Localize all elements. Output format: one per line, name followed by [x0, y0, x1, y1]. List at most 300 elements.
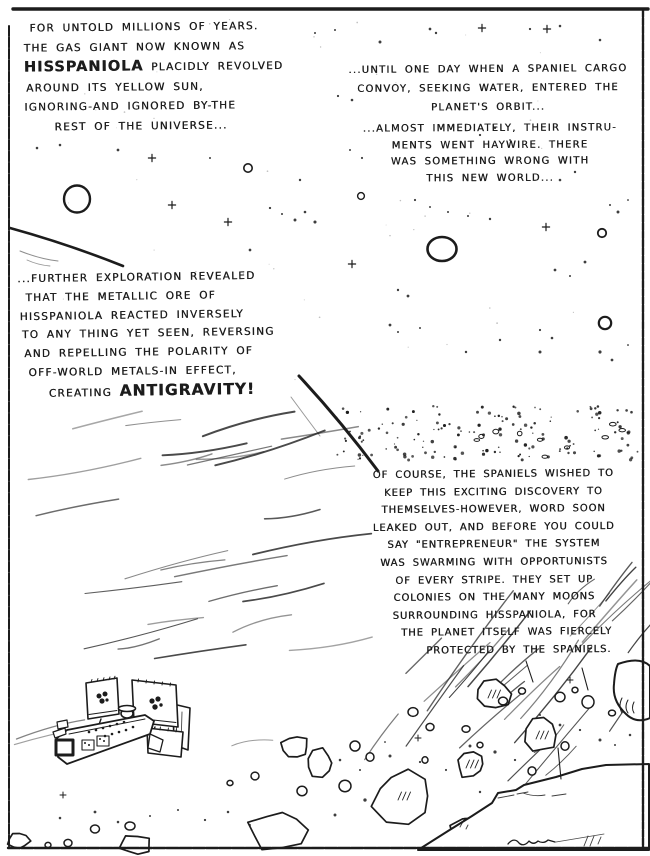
belt-speck: [360, 411, 361, 412]
emphasis-antigravity: ANTIGRAVITY!: [119, 379, 256, 400]
small-asteroid: [426, 723, 434, 730]
belt-speck: [358, 436, 361, 439]
star-dot: [539, 329, 541, 331]
belt-speck: [598, 429, 599, 430]
star-dot: [117, 149, 120, 152]
belt-speck: [477, 424, 480, 427]
cloud-streak: [265, 510, 320, 519]
small-asteroid: [519, 688, 526, 694]
circle-star: [64, 186, 90, 213]
belt-speck: [494, 451, 496, 453]
star-dot: [249, 249, 252, 252]
belt-speck: [417, 433, 419, 435]
belt-speck: [598, 454, 601, 457]
cross-star-icon: [543, 25, 550, 32]
belt-speck: [453, 457, 456, 460]
belt-speck: [411, 455, 414, 458]
small-asteroid: [251, 772, 259, 780]
belt-speck: [625, 409, 628, 412]
cloud-streak: [126, 420, 181, 426]
belt-speck: [457, 426, 460, 429]
belt-speck: [593, 451, 594, 452]
cloud-streak: [232, 740, 273, 746]
asteroid: [248, 813, 308, 850]
belt-pebble: [517, 431, 522, 436]
belt-speck: [431, 440, 434, 443]
belt-speck: [528, 447, 530, 449]
belt-speck: [397, 437, 399, 439]
star-dot: [465, 351, 467, 353]
belt-speck: [517, 412, 521, 416]
belt-speck: [405, 416, 408, 419]
cross-star-icon: [478, 24, 485, 31]
asteroid: [119, 836, 149, 854]
speck: [496, 322, 498, 324]
caption-line: ...ALMOST IMMEDIATELY, THEIR INSTRU-: [362, 122, 618, 135]
belt-speck: [394, 443, 395, 444]
belt-speck: [502, 420, 504, 422]
debris-dot: [334, 814, 337, 817]
caption-line: ...UNTIL ONE DAY WHEN A SPANIEL CARGO: [348, 63, 628, 76]
asteroid: [8, 834, 31, 849]
belt-speck: [529, 456, 530, 457]
caption-line: OF COURSE, THE SPANIELS WISHED TO: [372, 467, 614, 482]
belt-speck: [440, 427, 442, 429]
speck: [400, 200, 401, 201]
debris-dot: [359, 769, 361, 771]
belt-speck: [618, 425, 621, 428]
belt-speck: [349, 431, 351, 433]
belt-speck: [423, 441, 424, 442]
star-dot: [529, 28, 531, 30]
cloud-streak: [36, 499, 119, 516]
belt-speck: [590, 407, 593, 410]
caption-line: COLONIES ON THE MANY MOONS: [393, 591, 596, 605]
belt-speck: [385, 448, 387, 450]
caption-intro: [23, 16, 336, 137]
belt-speck: [336, 454, 338, 456]
circle-star: [244, 164, 252, 172]
cloud-streak: [163, 443, 247, 455]
debris-dot: [599, 739, 602, 742]
debris-dot: [149, 815, 151, 817]
belt-speck: [520, 428, 522, 430]
cloud-streak: [505, 667, 560, 720]
belt-speck: [559, 448, 561, 450]
debris-dot: [94, 811, 97, 814]
small-asteroid: [350, 741, 360, 751]
small-asteroid: [408, 708, 418, 717]
belt-speck: [616, 409, 618, 411]
belt-speck: [573, 443, 575, 445]
belt-speck: [412, 410, 415, 413]
belt-speck: [358, 453, 361, 456]
belt-speck: [567, 452, 569, 454]
upper-arc-echo: [20, 251, 58, 261]
dome-cap: [119, 706, 136, 712]
belt-speck: [521, 458, 524, 461]
belt-speck: [532, 433, 533, 434]
small-asteroid: [609, 710, 616, 716]
belt-speck: [518, 415, 521, 418]
belt-speck: [357, 459, 358, 460]
speck: [446, 344, 447, 345]
debris-dot: [363, 798, 366, 801]
star-dot: [599, 39, 602, 42]
cloud-streak: [209, 586, 277, 602]
belt-speck: [499, 451, 501, 453]
belt-speck: [542, 433, 545, 436]
belt-speck: [567, 440, 570, 443]
belt-speck: [594, 430, 596, 432]
small-asteroid: [297, 786, 307, 795]
caption-line: TO ANY THING YET SEEN, REVERSING: [21, 326, 275, 342]
belt-speck: [505, 417, 508, 420]
cloud-streak: [508, 747, 543, 781]
star-dot: [304, 211, 307, 214]
small-asteroid: [422, 757, 428, 763]
circle-star: [599, 317, 611, 329]
star-dot: [559, 25, 562, 28]
debris-dot: [493, 750, 496, 753]
belt-speck: [424, 451, 427, 454]
belt-speck: [637, 451, 639, 453]
debris-dot: [614, 744, 616, 746]
belt-speck: [499, 433, 502, 436]
belt-speck: [576, 410, 579, 413]
asteroid: [308, 748, 332, 778]
debris-dot: [249, 824, 251, 826]
belt-speck: [443, 424, 446, 427]
belt-speck: [551, 417, 552, 418]
caption-convoy: [336, 59, 640, 118]
caption-line: OF EVERY STRIPE. THEY SET UP: [395, 573, 594, 587]
speck: [465, 35, 466, 36]
caption-line: AROUND ITS YELLOW SUN,: [26, 80, 204, 95]
star-dot: [59, 144, 62, 147]
belt-pebble: [493, 429, 499, 434]
caption-instruments: [348, 120, 632, 187]
small-asteroid: [499, 697, 508, 705]
belt-speck: [460, 430, 462, 432]
caption-line: THAT THE METALLIC ORE OF: [25, 289, 217, 304]
belt-pebble: [537, 438, 542, 441]
belt-speck: [559, 450, 561, 452]
asteroid-belt: [335, 405, 639, 461]
star-dot: [313, 220, 316, 223]
belt-speck: [438, 413, 440, 415]
caption-line: SAY "ENTREPRENEUR" THE SYSTEM: [387, 538, 601, 552]
debris-dot: [117, 821, 120, 824]
caption-line: MENTS WENT HAYWIRE. THERE: [391, 138, 589, 152]
caption-line: WAS SWARMING WITH OPPORTUNISTS: [380, 555, 608, 569]
star-dot: [499, 339, 501, 341]
belt-speck: [345, 440, 347, 442]
belt-speck: [370, 454, 373, 457]
star-dot: [397, 331, 399, 333]
small-asteroid: [227, 780, 233, 785]
cloud-streak: [233, 615, 292, 632]
belt-speck: [382, 423, 383, 424]
belt-speck: [436, 406, 438, 408]
star-dot: [617, 211, 620, 214]
debris-dot: [384, 741, 386, 743]
belt-speck: [436, 421, 439, 424]
cloud-streak: [85, 582, 182, 594]
speck: [424, 215, 425, 216]
cross-star-icon: [148, 154, 155, 161]
star-dot: [584, 261, 587, 264]
speck: [68, 202, 69, 203]
caption-line-rest: PLACIDLY REVOLVED: [143, 59, 284, 74]
caption-line: OFF-WORLD METALS-IN EFFECT,: [28, 364, 237, 380]
belt-speck: [614, 431, 616, 433]
caption-line: LEAKED OUT, AND BEFORE YOU COULD: [372, 520, 615, 534]
cloud-streak: [203, 412, 295, 437]
small-asteroid: [91, 825, 100, 833]
belt-speck: [362, 455, 363, 456]
belt-speck: [396, 448, 399, 451]
belt-speck: [481, 406, 484, 409]
speck: [136, 179, 137, 180]
speck: [489, 307, 491, 309]
belt-speck: [482, 453, 485, 456]
debris-dot: [419, 761, 421, 763]
cross-star-icon: [224, 218, 231, 225]
cross-star-icon: [60, 792, 66, 798]
star-dot: [435, 32, 437, 34]
asteroid: [281, 737, 307, 757]
caption-line: [19, 379, 335, 404]
caption-line-pre: CREATING: [48, 386, 120, 400]
speck: [267, 170, 269, 172]
cloud-streak: [118, 639, 159, 649]
cloud-streak: [84, 619, 197, 649]
speck: [573, 312, 574, 313]
belt-speck: [368, 429, 371, 432]
small-asteroid: [339, 780, 351, 791]
debris-dot: [445, 769, 447, 771]
cloud-streak: [28, 458, 141, 479]
belt-speck: [461, 451, 464, 454]
belt-speck: [473, 431, 475, 433]
star-dot: [281, 213, 283, 215]
cross-star-icon: [542, 223, 549, 230]
small-asteroid: [561, 742, 569, 751]
belt-speck: [402, 423, 405, 426]
belt-speck: [343, 450, 345, 452]
star-dot: [414, 199, 416, 201]
circle-star: [428, 237, 457, 261]
debris-dot: [389, 755, 392, 758]
star-dot: [609, 204, 611, 206]
belt-speck: [512, 406, 514, 408]
belt-speck: [335, 416, 338, 419]
caption-line: REST OF THE UNIVERSE...: [54, 119, 228, 133]
speck: [154, 250, 155, 251]
cross-star-icon: [168, 201, 175, 208]
star-dot: [419, 327, 421, 329]
caption-line: WAS SOMETHING WRONG WITH: [390, 155, 590, 168]
star-dot: [397, 289, 399, 291]
debris-dot: [579, 729, 581, 731]
belt-speck: [515, 439, 518, 442]
belt-speck: [378, 427, 380, 429]
belt-speck: [617, 449, 620, 452]
caption-line: THE PLANET ITSELF WAS FIERCELY: [401, 626, 613, 640]
small-asteroid: [125, 822, 135, 830]
caption-line: PLANET'S ORBIT...: [430, 101, 546, 114]
speck: [408, 347, 409, 348]
small-asteroid: [528, 767, 536, 775]
caption-line: THEMSELVES-HOWEVER, WORD SOON: [381, 503, 606, 517]
belt-speck: [498, 415, 500, 417]
belt-speck: [533, 422, 536, 425]
cloud-streak: [243, 583, 324, 601]
belt-speck: [448, 423, 450, 425]
small-asteroid: [366, 753, 374, 761]
belt-speck: [407, 459, 410, 462]
caption-line: ...FURTHER EXPLORATION REVEALED: [17, 269, 256, 286]
star-dot: [611, 359, 614, 362]
planet-limb-echo: [291, 397, 320, 436]
belt-speck: [519, 454, 521, 456]
belt-speck: [485, 449, 488, 452]
belt-speck: [530, 426, 532, 428]
star-dot: [467, 215, 469, 217]
debris-dot: [59, 817, 62, 820]
star-dot: [489, 218, 491, 220]
cloud-streak: [546, 746, 576, 775]
debris-dot: [514, 759, 516, 761]
caption-line: THE GAS GIANT NOW KNOWN AS: [23, 39, 246, 55]
belt-speck: [531, 445, 534, 448]
belt-pebble: [602, 436, 609, 439]
belt-speck: [573, 451, 576, 454]
belt-speck: [630, 411, 633, 414]
star-dot: [407, 295, 410, 298]
belt-speck: [361, 441, 363, 443]
small-asteroid: [555, 692, 565, 702]
belt-pebble: [479, 434, 484, 438]
star-dot: [429, 28, 432, 31]
belt-speck: [414, 439, 416, 441]
belt-speck: [488, 411, 491, 414]
debris-dot: [227, 811, 230, 814]
belt-speck: [394, 446, 397, 449]
spaniel-cargo-ship: [53, 676, 190, 764]
asteroid: [525, 718, 556, 752]
belt-speck: [534, 407, 536, 409]
belt-speck: [433, 429, 434, 430]
belt-pebble: [474, 439, 480, 442]
small-asteroid: [582, 696, 594, 708]
cross-star-icon: [415, 735, 421, 741]
belt-speck: [629, 458, 632, 461]
belt-speck: [598, 411, 602, 415]
belt-speck: [564, 436, 568, 440]
speck: [540, 52, 541, 53]
belt-speck: [342, 407, 345, 410]
belt-speck: [422, 447, 423, 448]
belt-speck: [457, 433, 460, 436]
belt-speck: [518, 455, 520, 457]
belt-pebble: [609, 422, 616, 426]
star-dot: [389, 324, 392, 327]
belt-speck: [539, 408, 541, 410]
belt-speck: [416, 420, 417, 421]
belt-speck: [438, 428, 440, 430]
star-dot: [36, 147, 39, 150]
belt-speck: [626, 444, 629, 447]
debris-dot: [539, 714, 541, 716]
caption-line: SURROUNDING HISSPANIOLA, FOR: [392, 608, 597, 622]
star-dot: [209, 157, 211, 159]
star-dot: [598, 350, 601, 353]
star-dot: [429, 206, 431, 208]
cloud-streak: [175, 556, 288, 577]
belt-speck: [403, 452, 407, 456]
speck: [413, 229, 414, 230]
caption-line: KEEP THIS EXCITING DISCOVERY TO: [384, 485, 603, 499]
star-dot: [539, 351, 542, 354]
cloud-streak: [125, 551, 228, 579]
belt-speck: [346, 411, 349, 414]
small-asteroid: [572, 687, 578, 693]
star-dot: [551, 337, 554, 340]
belt-speck: [591, 416, 593, 418]
cloud-streak: [155, 645, 246, 659]
speck: [389, 235, 391, 237]
star-dot: [447, 211, 449, 213]
belt-speck: [360, 432, 363, 435]
debris-dot: [559, 724, 562, 727]
belt-speck: [627, 431, 629, 433]
cloud-streak: [73, 411, 142, 429]
belt-speck: [469, 431, 471, 433]
caption-line: THIS NEW WORLD...: [426, 172, 555, 184]
star-dot: [269, 207, 271, 209]
speck: [269, 264, 270, 265]
caption-antigravity: [17, 266, 335, 404]
belt-speck: [386, 432, 389, 435]
belt-speck: [344, 438, 346, 440]
belt-speck: [595, 413, 598, 416]
terrain-edge: [418, 764, 649, 850]
belt-speck: [524, 423, 527, 426]
belt-speck: [494, 415, 496, 417]
speck: [386, 225, 387, 226]
belt-speck: [524, 443, 527, 446]
belt-speck: [617, 421, 619, 423]
star-dot: [379, 41, 382, 44]
belt-speck: [431, 456, 434, 459]
debris-dot: [177, 809, 179, 811]
belt-speck: [512, 423, 515, 426]
belt-speck: [454, 446, 456, 448]
star-dot: [627, 199, 629, 201]
debris-dot: [204, 819, 206, 821]
belt-speck: [476, 411, 479, 414]
belt-speck: [434, 451, 436, 453]
belt-speck: [386, 408, 389, 411]
belt-speck: [501, 416, 503, 418]
debris-dot: [339, 759, 342, 762]
small-asteroid: [477, 742, 483, 747]
belt-speck: [392, 422, 394, 424]
belt-speck: [432, 405, 434, 407]
circle-star: [358, 193, 365, 200]
